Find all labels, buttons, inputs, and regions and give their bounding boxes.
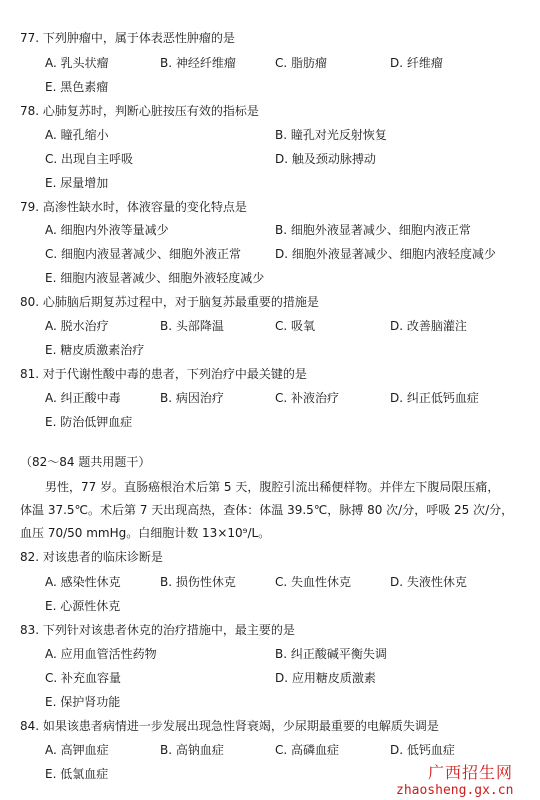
question-84-stem: 84. 如果该患者病情进一步发展出现急性肾衰竭，少尿期最重要的电解质失调是 bbox=[20, 719, 439, 733]
shared-stem-header: （82～84 题共用题干） bbox=[20, 455, 151, 469]
question-77-option-d: D. 纤维瘤 bbox=[390, 56, 443, 70]
watermark-url: zhaosheng.gx.cn bbox=[396, 783, 514, 798]
question-80-stem: 80. 心肺脑后期复苏过程中，对于脑复苏最重要的措施是 bbox=[20, 295, 319, 309]
question-84-option-c: C. 高磷血症 bbox=[275, 743, 340, 757]
question-77-option-e: E. 黑色素瘤 bbox=[45, 80, 109, 94]
question-83-option-a: A. 应用血管活性药物 bbox=[45, 647, 157, 661]
question-82-option-a: A. 感染性休克 bbox=[45, 575, 121, 589]
question-80-option-e: E. 糖皮质激素治疗 bbox=[45, 343, 145, 357]
question-82-stem: 82. 对该患者的临床诊断是 bbox=[20, 550, 163, 564]
question-81-option-d: D. 纠正低钙血症 bbox=[390, 391, 479, 405]
watermark-site-name: 广西招生网 bbox=[428, 763, 514, 782]
question-78-option-c: C. 出现自主呼吸 bbox=[45, 152, 134, 166]
question-78-option-b: B. 瞳孔对光反射恢复 bbox=[275, 128, 387, 142]
question-80-option-a: A. 脱水治疗 bbox=[45, 319, 109, 333]
question-78-option-d: D. 触及颈动脉搏动 bbox=[275, 152, 376, 166]
question-82-option-d: D. 失液性休克 bbox=[390, 575, 467, 589]
question-78-option-e: E. 尿量增加 bbox=[45, 176, 109, 190]
question-78-option-a: A. 瞳孔缩小 bbox=[45, 128, 109, 142]
question-83-option-e: E. 保护肾功能 bbox=[45, 695, 121, 709]
question-80-option-d: D. 改善脑灌注 bbox=[390, 319, 467, 333]
question-79-option-e: E. 细胞内液显著减少、细胞外液轻度减少 bbox=[45, 271, 265, 285]
question-80-option-c: C. 吸氧 bbox=[275, 319, 316, 333]
question-82-option-e: E. 心源性休克 bbox=[45, 599, 121, 613]
question-83-option-b: B. 纠正酸碱平衡失调 bbox=[275, 647, 387, 661]
question-81-option-c: C. 补液治疗 bbox=[275, 391, 340, 405]
question-81-option-e: E. 防治低钾血症 bbox=[45, 415, 133, 429]
question-77-option-a: A. 乳头状瘤 bbox=[45, 56, 109, 70]
question-81-option-b: B. 病因治疗 bbox=[160, 391, 224, 405]
question-77-option-b: B. 神经纤维瘤 bbox=[160, 56, 236, 70]
question-79-stem: 79. 高渗性缺水时，体液容量的变化特点是 bbox=[20, 200, 247, 214]
question-83-option-c: C. 补充血容量 bbox=[45, 671, 122, 685]
question-84-option-d: D. 低钙血症 bbox=[390, 743, 455, 757]
question-78-stem: 78. 心肺复苏时，判断心脏按压有效的指标是 bbox=[20, 104, 259, 118]
question-79-option-b: B. 细胞外液显著减少、细胞内液正常 bbox=[275, 223, 471, 237]
question-82-option-c: C. 失血性休克 bbox=[275, 575, 352, 589]
question-84-option-a: A. 高钾血症 bbox=[45, 743, 109, 757]
shared-stem-line-2: 体温 37.5℃。术后第 7 天出现高热，查体：体温 39.5℃，脉搏 80 次/分，呼吸 25 次/分， bbox=[20, 503, 514, 517]
question-79-option-c: C. 细胞内液显著减少、细胞外液正常 bbox=[45, 247, 242, 261]
question-80-option-b: B. 头部降温 bbox=[160, 319, 224, 333]
question-81-option-a: A. 纠正酸中毒 bbox=[45, 391, 121, 405]
question-84-option-e: E. 低氯血症 bbox=[45, 767, 109, 781]
question-83-stem: 83. 下列针对该患者休克的治疗措施中，最主要的是 bbox=[20, 623, 295, 637]
shared-stem-line-1: 男性，77 岁。直肠癌根治术后第 5 天，腹腔引流出稀便样物。并伴左下腹局限压痛， bbox=[45, 480, 500, 494]
question-79-option-a: A. 细胞内外液等量减少 bbox=[45, 223, 169, 237]
question-83-option-d: D. 应用糖皮质激素 bbox=[275, 671, 376, 685]
question-77-stem: 77. 下列肿瘤中，属于体表恶性肿瘤的是 bbox=[20, 31, 235, 45]
question-84-option-b: B. 高钠血症 bbox=[160, 743, 224, 757]
question-81-stem: 81. 对于代谢性酸中毒的患者，下列治疗中最关键的是 bbox=[20, 367, 307, 381]
question-77-option-c: C. 脂肪瘤 bbox=[275, 56, 328, 70]
question-79-option-d: D. 细胞外液显著减少、细胞内液轻度减少 bbox=[275, 247, 496, 261]
shared-stem-line-3: 血压 70/50 mmHg。白细胞计数 13×10⁹/L。 bbox=[20, 526, 271, 540]
question-82-option-b: B. 损伤性休克 bbox=[160, 575, 236, 589]
